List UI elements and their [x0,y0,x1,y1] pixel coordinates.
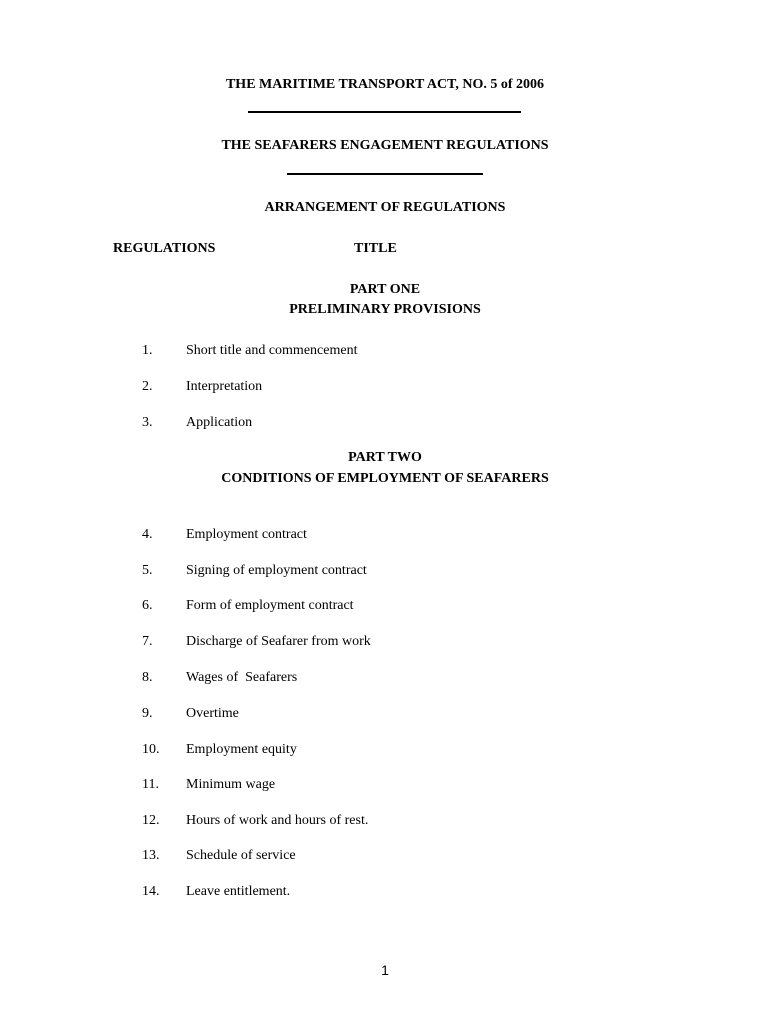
arrangement-heading: ARRANGEMENT OF REGULATIONS [264,200,506,215]
regulations-title-underline [287,173,483,175]
regulation-title: Short title and commencement [186,343,358,358]
column-header-regulations: REGULATIONS [113,241,216,256]
regulation-title: Employment contract [186,527,307,542]
regulation-title: Form of employment contract [186,598,354,613]
regulation-number: 3. [142,415,153,430]
regulation-title: Minimum wage [186,777,276,792]
part-two-label: PART TWO [348,450,422,465]
regulation-title: Overtime [186,706,239,721]
regulation-number: 2. [142,379,153,394]
regulation-number: 6. [142,598,153,613]
regulations-title: THE SEAFARERS ENGAGEMENT REGULATIONS [221,138,549,153]
regulation-title: Application [186,415,253,430]
regulation-number: 13. [142,848,160,863]
regulation-number: 9. [142,706,153,721]
act-title: THE MARITIME TRANSPORT ACT, NO. 5 of 2006 [225,77,545,92]
regulation-number: 8. [142,670,153,685]
regulation-number: 5. [142,563,153,578]
part-one-label: PART ONE [349,282,421,297]
regulation-title: Interpretation [186,379,263,394]
regulation-number: 11. [142,777,159,792]
regulation-title: Signing of employment contract [186,563,367,578]
part-one-name: PRELIMINARY PROVISIONS [289,302,481,317]
part-two-name: CONDITIONS OF EMPLOYMENT OF SEAFARERS [221,471,549,486]
regulation-title: Employment equity [186,742,297,757]
page-number: 1 [381,962,389,978]
regulation-title: Leave entitlement. [186,884,291,899]
regulation-number: 4. [142,527,153,542]
regulation-title: Hours of work and hours of rest. [186,813,369,828]
regulation-title: Wages of Seafarers [186,670,298,685]
regulation-title: Discharge of Seafarer from work [186,634,371,649]
regulation-number: 10. [142,742,160,757]
act-title-underline [248,111,521,113]
regulation-number: 12. [142,813,160,828]
regulation-number: 1. [142,343,153,358]
column-header-title: TITLE [354,241,397,256]
regulation-title: Schedule of service [186,848,296,863]
regulation-number: 14. [142,884,160,899]
regulation-number: 7. [142,634,153,649]
